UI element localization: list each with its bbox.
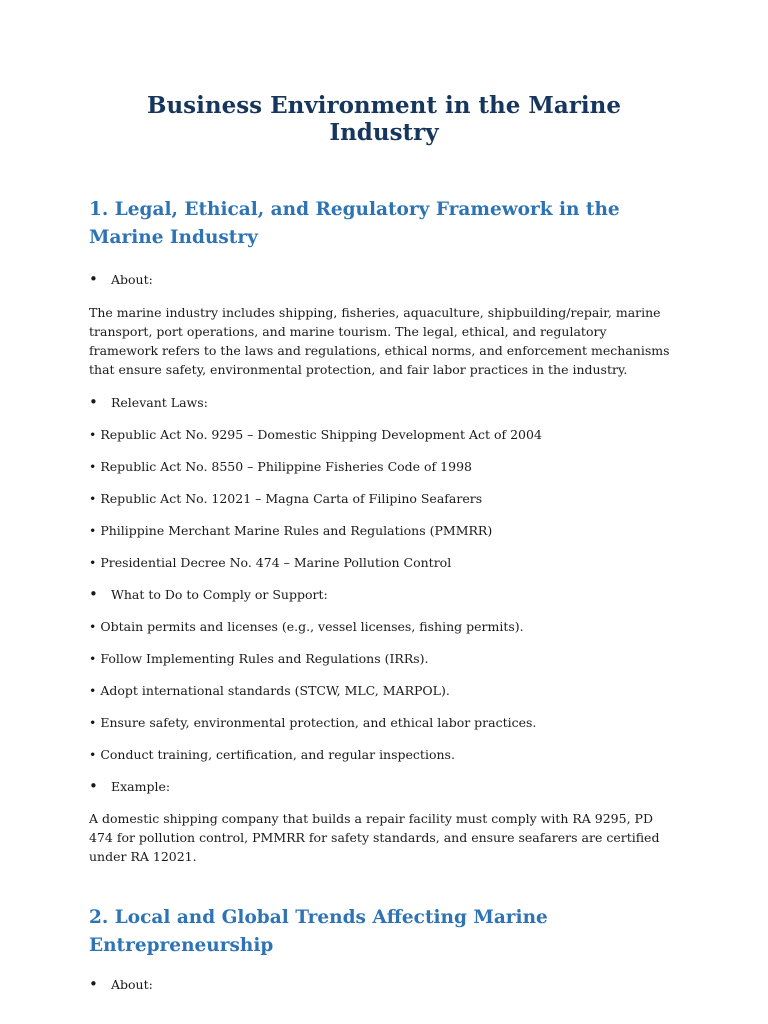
section-1-heading: 1. Legal, Ethical, and Regulatory Framework in the Marine Industry xyxy=(89,199,620,248)
comply-item: • Conduct training, certification, and regular inspections. xyxy=(89,747,455,762)
about-paragraph: The marine industry includes shipping, fisheries, aquaculture, shipbuilding/repair, marine transport, port operations, and marine tourism. The legal, ethical, and regulatory framework refers to the laws and regulations, ethical norms, and enforcement mechanisms that ensure safety, environmental protection, and fair labor practices in the industry. xyxy=(89,305,670,377)
law-item: • Republic Act No. 12021 – Magna Carta of Filipino Seafarers xyxy=(89,491,483,506)
comply-item: • Ensure safety, environmental protection, and ethical labor practices. xyxy=(89,715,537,730)
document-title: Business Environment in the Marine Industry xyxy=(147,92,621,146)
about-bullet: • About: xyxy=(89,272,679,288)
law-item: • Philippine Merchant Marine Rules and Regulations (PMMRR) xyxy=(89,523,493,538)
relevant-laws-bullet: • Relevant Laws: xyxy=(89,395,679,411)
section-2-about-bullet: • About: xyxy=(89,977,679,993)
law-item: • Presidential Decree No. 474 – Marine Pollution Control xyxy=(89,555,452,570)
comply-item: • Obtain permits and licenses (e.g., vessel licenses, fishing permits). xyxy=(89,619,524,634)
comply-item: • Adopt international standards (STCW, MLC, MARPOL). xyxy=(89,683,450,698)
section-2-heading: 2. Local and Global Trends Affecting Marine Entrepreneurship xyxy=(89,907,548,956)
law-item: • Republic Act No. 9295 – Domestic Shipping Development Act of 2004 xyxy=(89,427,542,442)
law-item: • Republic Act No. 8550 – Philippine Fisheries Code of 1998 xyxy=(89,459,472,474)
example-paragraph: A domestic shipping company that builds a repair facility must comply with RA 9295, PD 474 for pollution control, PMMRR for safety standards, and ensure seafarers are certified under RA 12021. xyxy=(89,811,660,864)
comply-bullet: • What to Do to Comply or Support: xyxy=(89,587,679,603)
example-bullet: • Example: xyxy=(89,779,679,795)
comply-item: • Follow Implementing Rules and Regulations (IRRs). xyxy=(89,651,429,666)
